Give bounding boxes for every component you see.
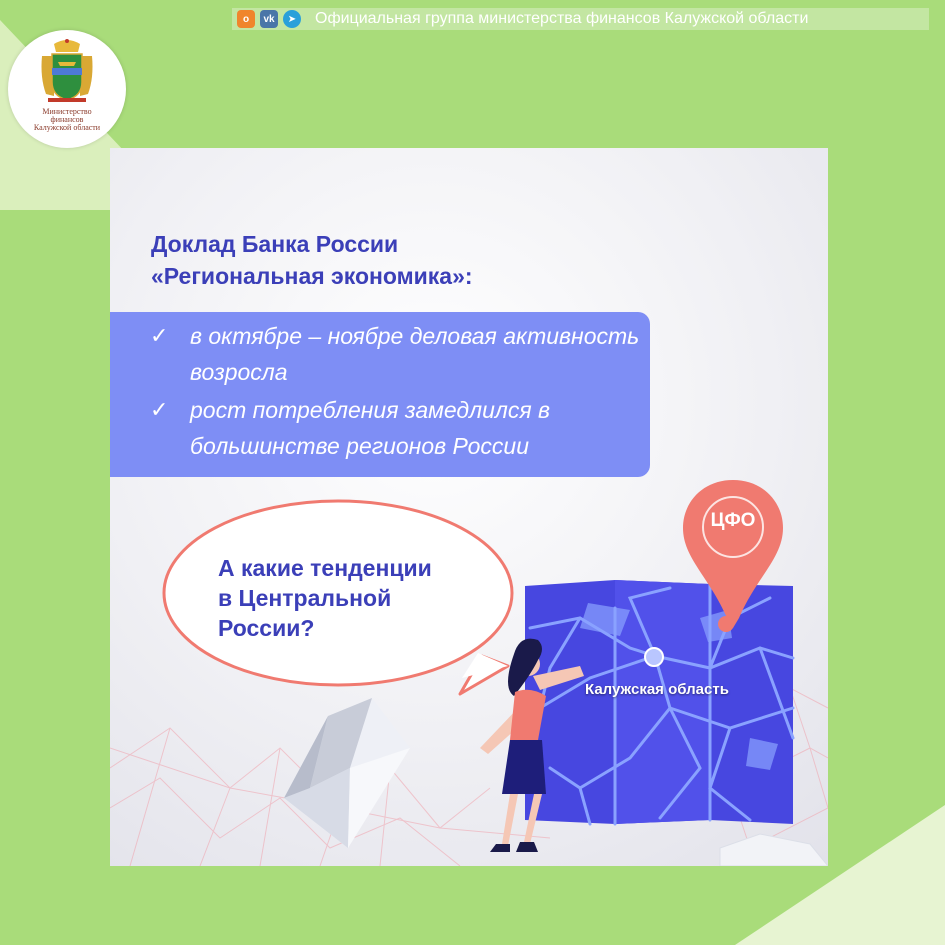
telegram-icon[interactable]: ➤ xyxy=(283,10,301,28)
header-bar xyxy=(232,8,929,30)
pin-label: ЦФО xyxy=(710,510,756,531)
list-item-text: рост потребления замедлился в большинстве регионов России xyxy=(190,397,551,459)
speech-question: А какие тенденции в Центральной России? xyxy=(218,555,432,641)
highlights-box xyxy=(110,312,650,477)
polyhedron-decoration xyxy=(284,698,410,848)
list-item-text: в октябре – ноябре деловая активность возросла xyxy=(190,323,640,385)
map-illustration xyxy=(525,580,793,824)
header-title: Официальная группа министерства финансов Калужской области xyxy=(315,10,809,27)
vk-icon[interactable]: vk xyxy=(260,10,278,28)
coat-of-arms-icon xyxy=(40,38,94,106)
map-region-label: Калужская область xyxy=(585,681,729,698)
card-title: Доклад Банка России «Региональная экономика»: xyxy=(151,231,473,289)
checkmark-icon: ✓ xyxy=(150,323,169,348)
info-card xyxy=(110,148,828,866)
cube-decoration xyxy=(720,834,828,866)
odnoklassniki-icon[interactable]: о xyxy=(237,10,255,28)
ministry-logo xyxy=(8,30,126,148)
checkmark-icon: ✓ xyxy=(150,397,169,422)
logo-caption: Министерство финансов Калужской области xyxy=(33,107,101,132)
